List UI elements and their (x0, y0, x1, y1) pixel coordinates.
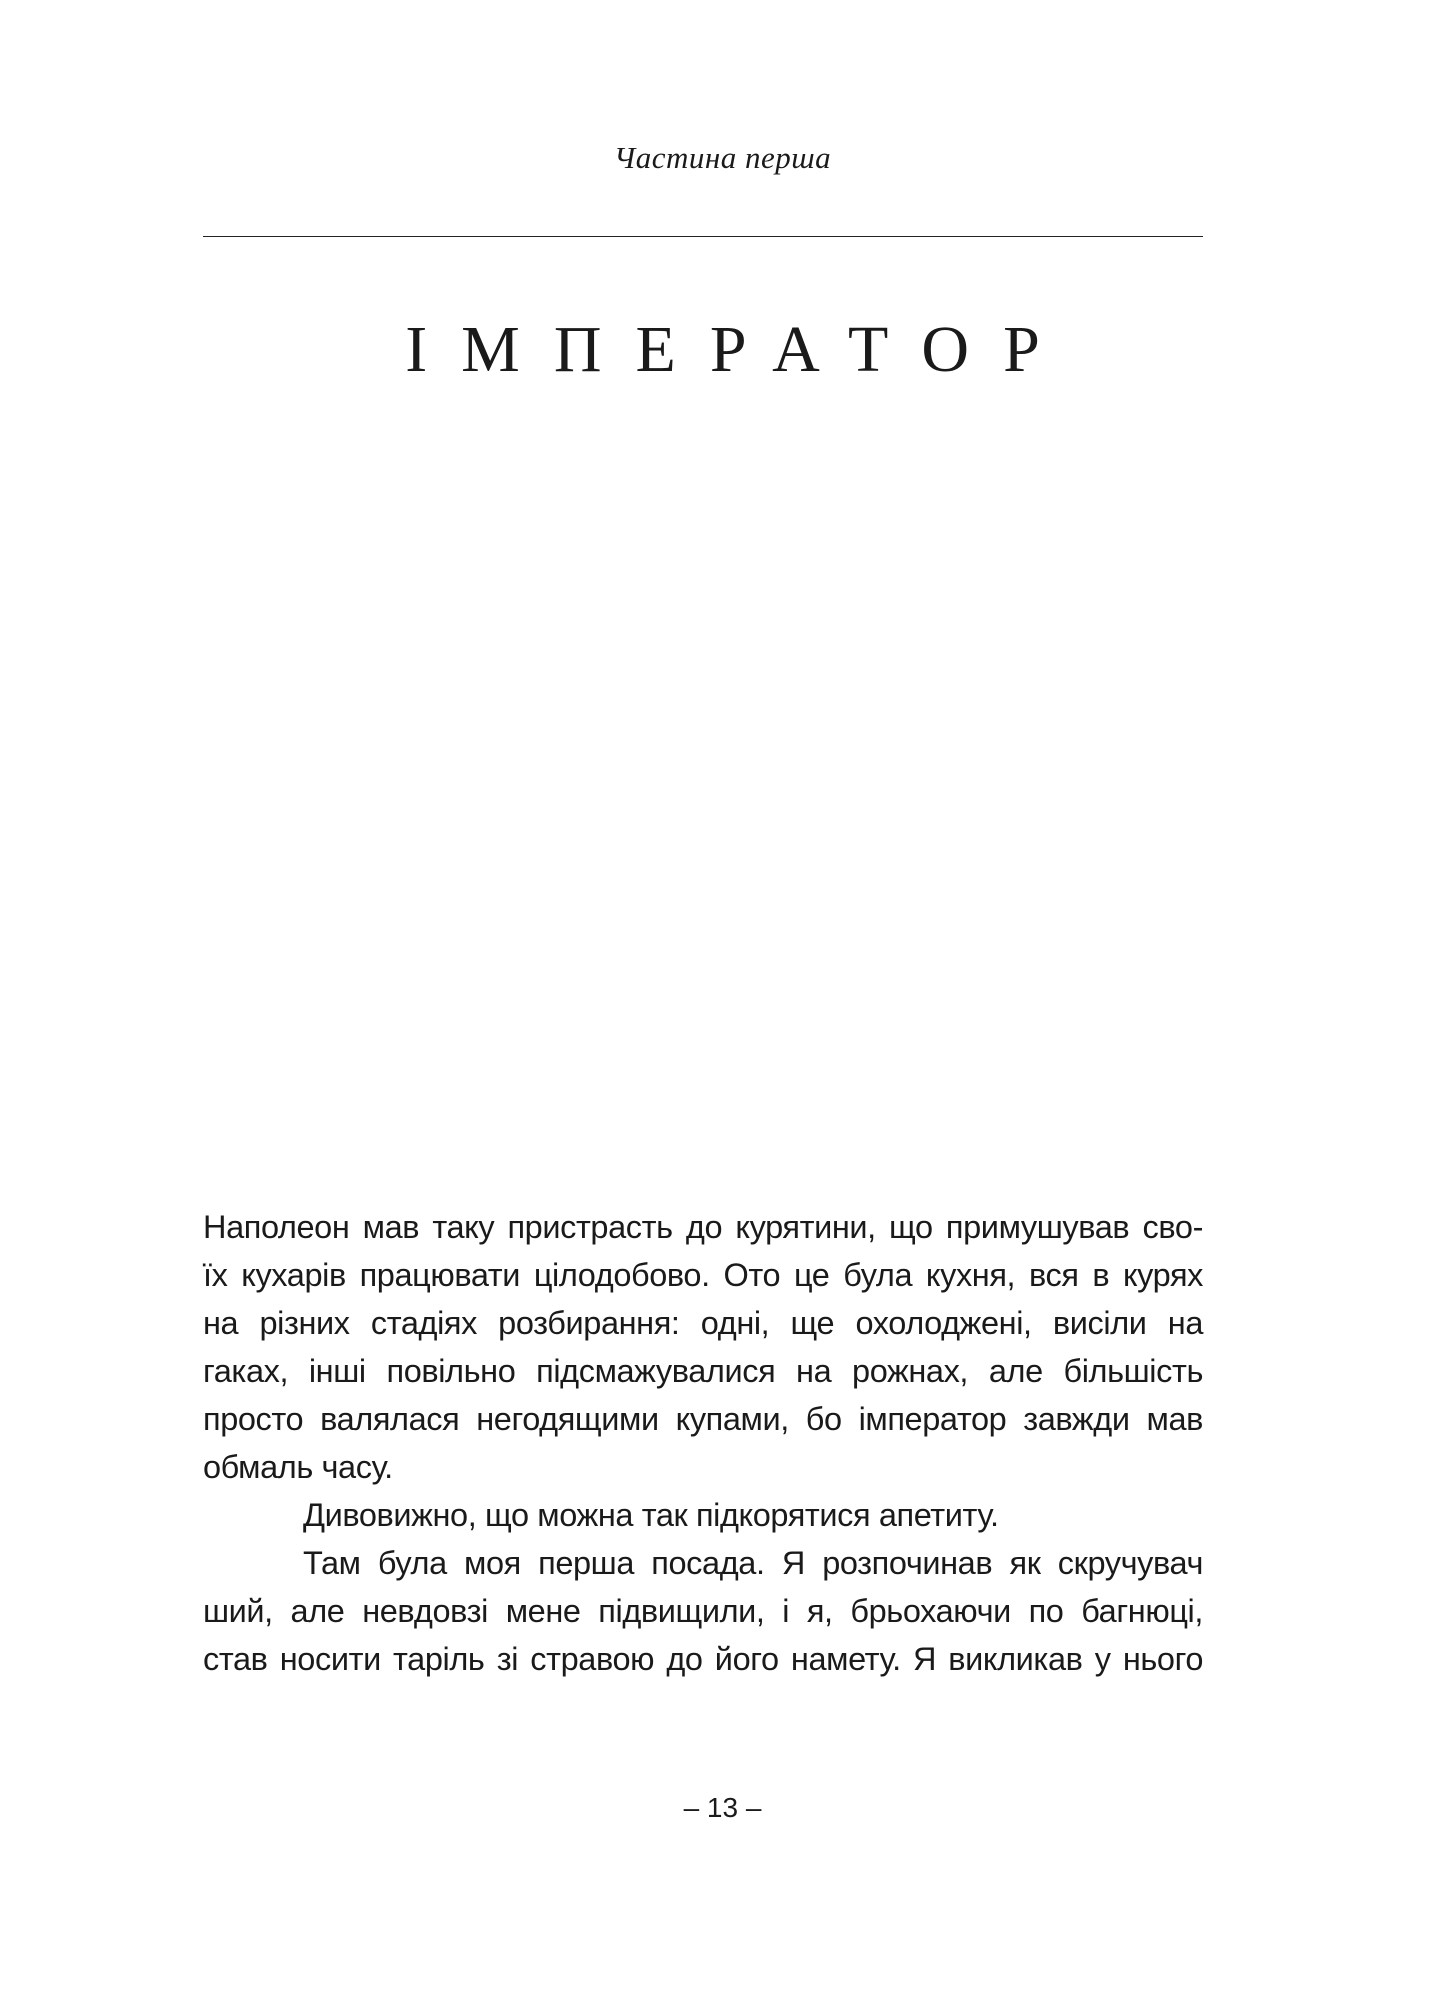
text-line: ший, але невдовзі мене підвищили, і я, брьохаючи по багнюці, (203, 1593, 1203, 1629)
text-line: обмаль часу. (203, 1449, 393, 1485)
body-text (203, 1203, 1203, 1683)
text-line: на різних стадіях розбирання: одні, ще охолоджені, висіли на (203, 1305, 1203, 1341)
page-number: – 13 – (683, 1792, 762, 1823)
text-line: їх кухарів працювати цілодобово. Ото це була кухня, вся в курях (203, 1257, 1203, 1293)
title-divider (203, 236, 1203, 237)
text-line: Там була моя перша посада. Я розпочинав як скручувач (303, 1545, 1203, 1581)
text-line: гаках, інші повільно підсмажувалися на рожнах, але більшість (203, 1353, 1203, 1389)
text-line: просто валялася негодящими купами, бо імператор завжди мав (203, 1401, 1203, 1437)
text-line: Наполеон мав таку пристрасть до курятини, що примушував сво- (203, 1209, 1203, 1245)
text-line: став носити таріль зі стравою до його намету. Я викликав у нього (203, 1641, 1203, 1677)
part-label: Частина перша (613, 140, 832, 175)
text-line: Дивовижно, що можна так підкорятися апетиту. (303, 1497, 999, 1533)
chapter-title: ІМПЕРАТОР (405, 313, 1074, 386)
